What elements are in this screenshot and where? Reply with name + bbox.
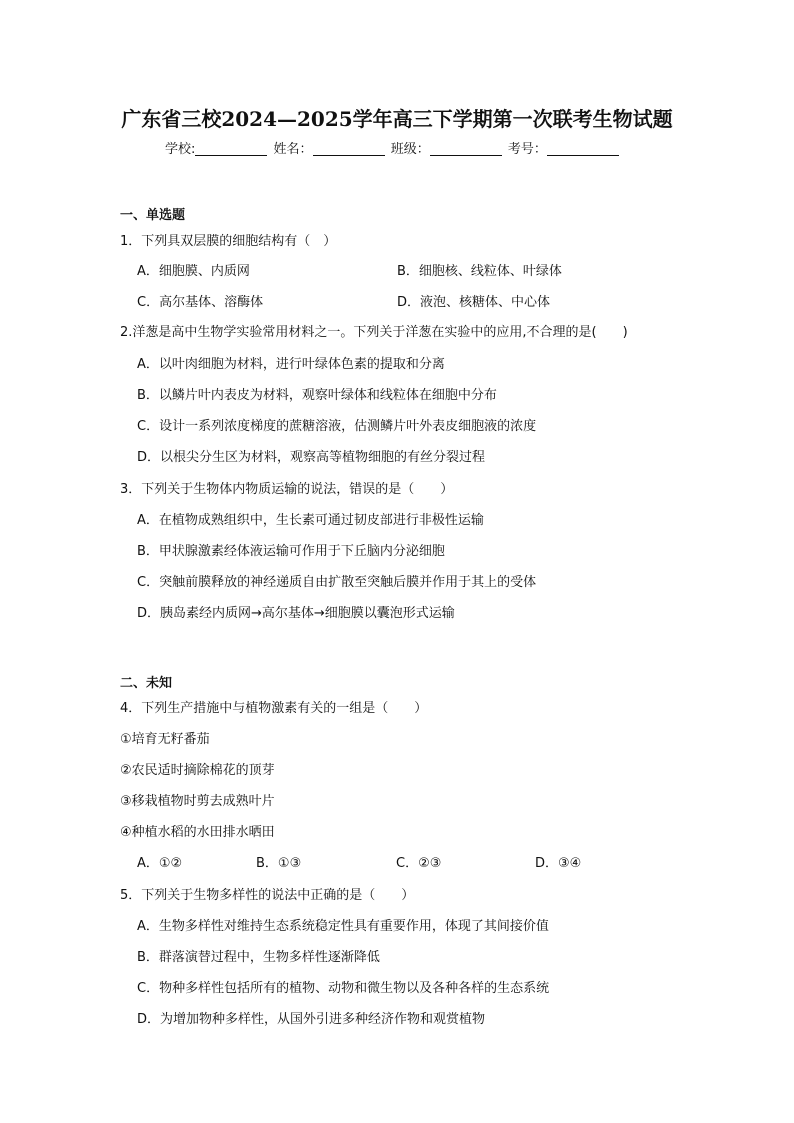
- question-5-option-a: A．生物多样性对维持生态系统稳定性具有重要作用，体现了其间接价值: [137, 919, 549, 934]
- question-3-option-a: A．在植物成熟组织中，生长素可通过韧皮部进行非极性运输: [137, 513, 484, 528]
- question-4-option-a: A．①②: [137, 856, 183, 871]
- question-1-option-a: A．细胞膜、内质网: [137, 264, 250, 279]
- question-5-option-c: C．物种多样性包括所有的植物、动物和微生物以及各种各样的生态系统: [137, 981, 550, 996]
- question-5-option-b: B．群落演替过程中，生物多样性逐渐降低: [137, 950, 380, 965]
- student-info-line: [165, 138, 621, 157]
- question-4-item-2: ②农民适时摘除棉花的顶芽: [120, 763, 275, 778]
- school-label: 学校:: [165, 142, 196, 157]
- question-2-stem: 2.洋葱是高中生物学实验常用材料之一。下列关于洋葱在实验中的应用,不合理的是( ): [120, 325, 628, 340]
- question-1-stem: 1．下列具双层膜的细胞结构有（ ）: [120, 234, 337, 249]
- question-4-stem: 4．下列生产措施中与植物激素有关的一组是（ ）: [120, 701, 428, 716]
- class-blank[interactable]: [430, 141, 502, 156]
- question-1-option-b: B．细胞核、线粒体、叶绿体: [397, 264, 562, 279]
- question-4-item-1: ①培育无籽番茄: [120, 732, 210, 747]
- question-5-option-d: D．为增加物种多样性，从国外引进多种经济作物和观赏植物: [137, 1012, 486, 1027]
- section-heading-single-choice: 一、单选题: [120, 208, 186, 223]
- question-3-option-b: B．甲状腺激素经体液运输可作用于下丘脑内分泌细胞: [137, 544, 445, 559]
- question-2-option-d: D．以根尖分生区为材料，观察高等植物细胞的有丝分裂过程: [137, 450, 486, 465]
- school-blank[interactable]: [195, 141, 267, 156]
- question-4-option-d: D．③④: [535, 856, 582, 871]
- question-4-option-b: B．①③: [256, 856, 302, 871]
- question-1-option-d: D．液泡、核糖体、中心体: [397, 295, 551, 310]
- question-2-option-c: C．设计一系列浓度梯度的蔗糖溶液，估测鳞片叶外表皮细胞液的浓度: [137, 419, 537, 434]
- page-title: 广东省三校2024—2025学年高三下学期第一次联考生物试题: [121, 107, 673, 131]
- class-label: 班级：: [390, 142, 430, 157]
- section-heading-unknown: 二、未知: [120, 676, 173, 691]
- name-blank[interactable]: [313, 141, 385, 156]
- question-1-option-c: C．高尔基体、溶酶体: [137, 295, 264, 310]
- question-2-option-b: B．以鳞片叶内表皮为材料，观察叶绿体和线粒体在细胞中分布: [137, 388, 497, 403]
- question-2-option-a: A．以叶肉细胞为材料，进行叶绿体色素的提取和分离: [137, 357, 445, 372]
- question-4-item-3: ③移栽植物时剪去成熟叶片: [120, 794, 275, 809]
- question-3-stem: 3．下列关于生物体内物质运输的说法，错误的是（ ）: [120, 482, 454, 497]
- question-4-item-4: ④种植水稻的水田排水晒田: [120, 825, 275, 840]
- question-3-option-d: D．胰岛素经内质网→高尔基体→细胞膜以囊泡形式运输: [137, 606, 455, 621]
- question-4-option-c: C．②③: [396, 856, 442, 871]
- number-blank[interactable]: [547, 141, 619, 156]
- question-5-stem: 5．下列关于生物多样性的说法中正确的是（ ）: [120, 888, 415, 903]
- question-3-option-c: C．突触前膜释放的神经递质自由扩散至突触后膜并作用于其上的受体: [137, 575, 537, 590]
- number-label: 考号：: [507, 142, 547, 157]
- name-label: 姓名：: [273, 142, 313, 157]
